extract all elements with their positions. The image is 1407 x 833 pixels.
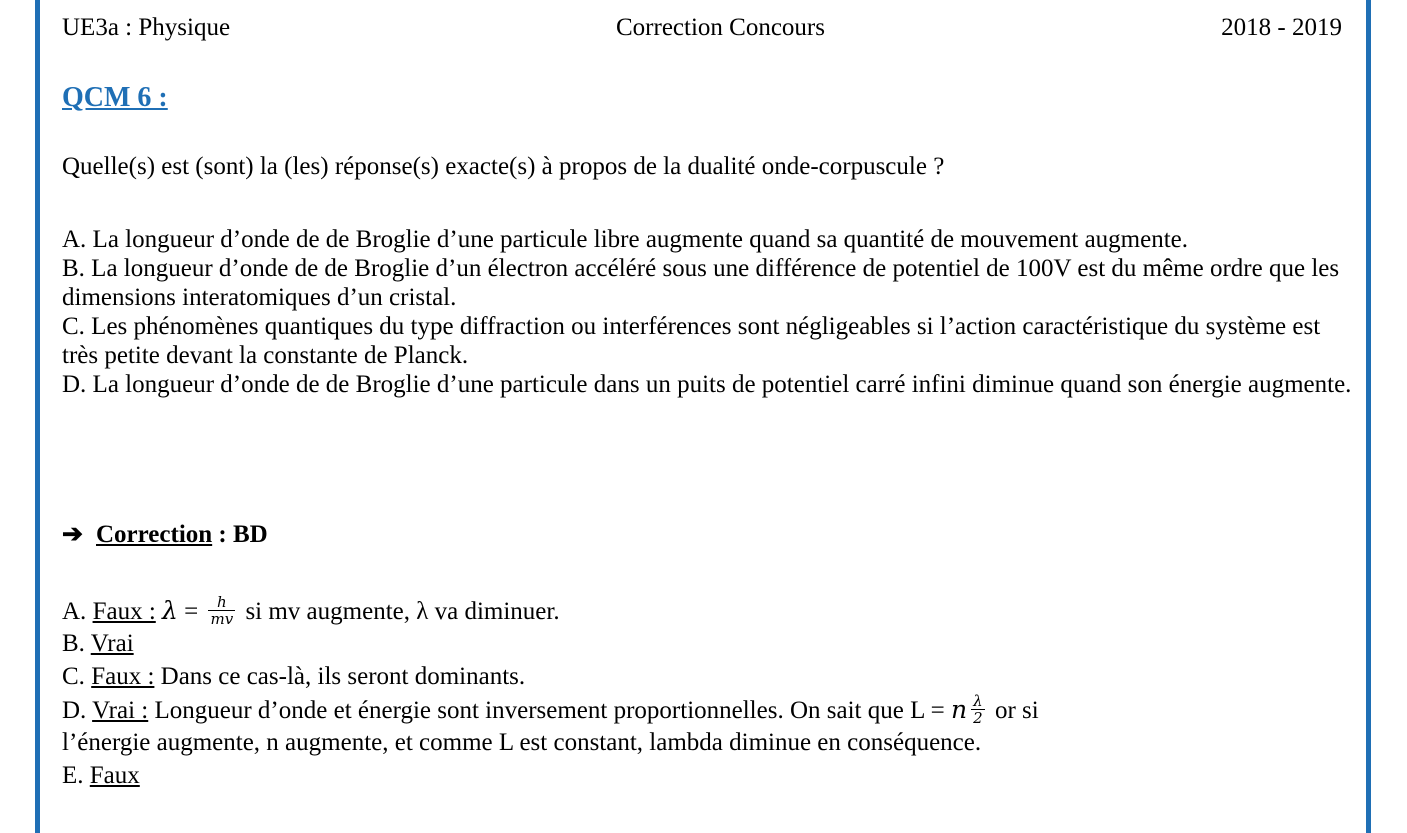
header-title: Correction Concours: [616, 14, 825, 41]
right-border: [1366, 0, 1371, 833]
page-header: [62, 13, 1342, 45]
qcm-title: QCM 6 :: [62, 82, 168, 113]
answer-d-text: Longueur d’onde et énergie sont inversement proportionnelles. On sait que L =: [148, 697, 952, 724]
answer-a: [62, 594, 1352, 627]
fraction-numerator: λ: [971, 693, 985, 710]
answer-a-text: si mv augmente, λ va diminuer.: [239, 598, 560, 625]
fraction-numerator: h: [208, 594, 235, 611]
option-d: D. La longueur d’onde de de Broglie d’une particule dans un puits de potentiel carré infini diminue quand son énergie augmente.: [62, 371, 1352, 398]
answer-e-prefix: E.: [62, 762, 90, 789]
answer-c: [62, 660, 1352, 693]
answers-list: [62, 594, 1352, 792]
answer-c-verdict: Faux :: [91, 663, 155, 690]
arrow-icon: ➔: [62, 521, 83, 548]
answer-b-prefix: B.: [62, 630, 91, 657]
option-a: A. La longueur d’onde de de Broglie d’une particule libre augmente quand sa quantité de mouvement augmente.: [62, 226, 1189, 253]
equals-sign: =: [177, 598, 205, 625]
answer-b-verdict: Vrai: [90, 630, 134, 657]
answer-a-prefix: A.: [62, 598, 93, 625]
question-text: Quelle(s) est (sont) la (les) réponse(s) exacte(s) à propos de la dualité onde-corpuscule ?: [62, 153, 945, 180]
left-border: [35, 0, 40, 833]
header-year: 2018 - 2019: [1221, 14, 1342, 41]
correction-heading: [62, 520, 268, 549]
answer-d-line2: l’énergie augmente, n augmente, et comme L est constant, lambda diminue en conséquence.: [62, 729, 982, 756]
n-symbol: n: [951, 695, 968, 724]
answer-b: [62, 627, 1352, 660]
fraction-denominator: mv: [210, 609, 234, 628]
h-over-mv-fraction: [208, 594, 235, 627]
answer-e-verdict: Faux: [89, 762, 140, 789]
answer-d-prefix: D.: [62, 697, 93, 724]
answer-e: [62, 759, 1352, 792]
header-course: UE3a : Physique: [62, 14, 231, 41]
option-c: C. Les phénomènes quantiques du type diffraction ou interférences sont négligeables si l’action caractéristique du système est très petite devant la constante de Planck.: [62, 313, 1321, 369]
options-list: [62, 225, 1352, 399]
answer-a-verdict: Faux :: [92, 598, 156, 625]
option-b: B. La longueur d’onde de de Broglie d’un électron accéléré sous une différence de potentiel de 100V est du même ordre que les dimensions interatomiques d’un cristal.: [62, 255, 1340, 311]
lambda-over-2-fraction: [971, 693, 985, 726]
correction-colon: :: [212, 521, 233, 548]
answer-d-verdict: Vrai :: [92, 697, 149, 724]
answer-c-prefix: C.: [62, 663, 92, 690]
fraction-denominator: 2: [973, 708, 983, 727]
answer-d-text2: or si: [988, 697, 1039, 724]
answer-d: [62, 693, 1352, 726]
correction-label: Correction: [96, 521, 213, 548]
lambda-symbol: λ: [162, 596, 178, 625]
answer-c-text: Dans ce cas-là, ils seront dominants.: [154, 663, 526, 690]
correction-answer: BD: [233, 521, 268, 548]
